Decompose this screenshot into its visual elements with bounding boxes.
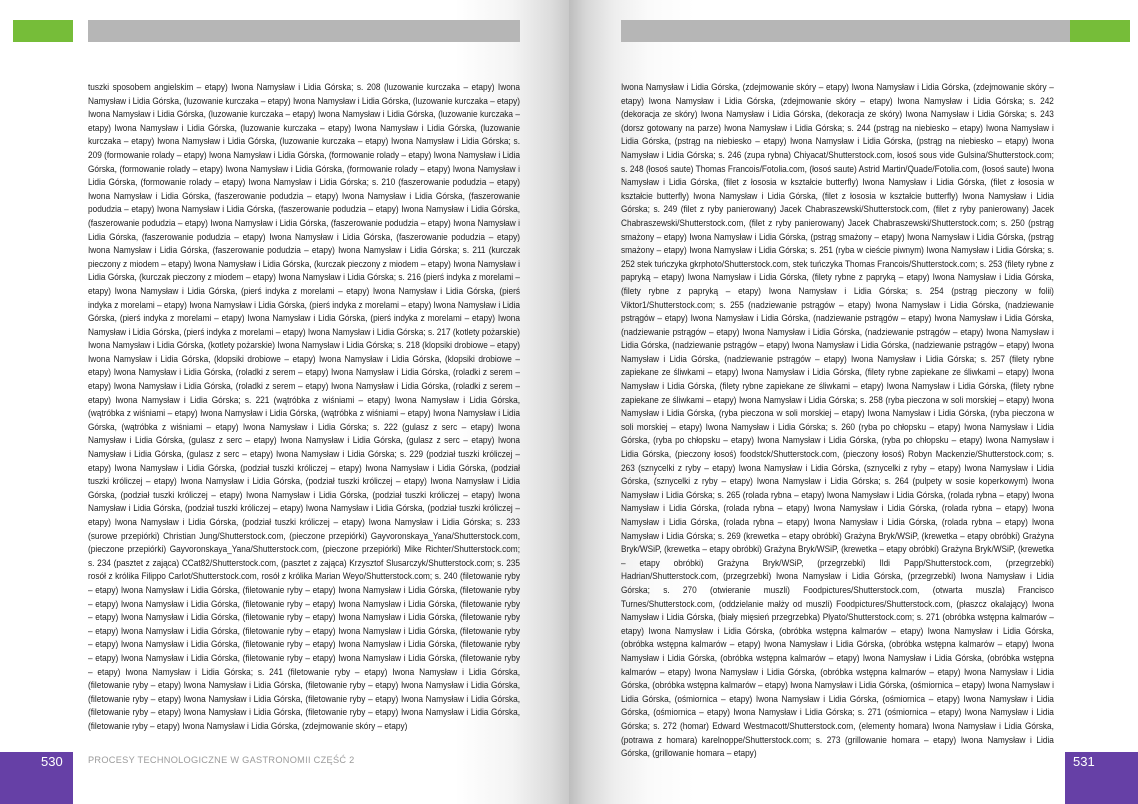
page-number: 531 — [1073, 754, 1095, 769]
running-head: PROCESY TECHNOLOGICZNE W GASTRONOMII CZĘŚĆ 2 — [88, 755, 355, 765]
credits-text-left: tuszki sposobem angielskim – etapy) Iwona Namysław i Lidia Górska; s. 208 (luzowanie kurczaka – etapy) Iwona Namysław i Lidia Górska, (luzowanie kurczaka – etapy) Iwona Namysław i Lidia Górska, (luzowanie kurczaka – etapy) Iwona Namysław i Lidia Górska, (luzowanie kurczaka – etapy) Iwona Namysław i Lidia Górska, (luzowanie kurczaka – etapy) Iwona Namysław i Lidia Górska, (luzowanie kurczaka – etapy) Iwona Namysław i Lidia Górska, (luzowanie kurczaka – etapy) Iwona Namysław i Lidia Górska, (luzowanie kurczaka – etapy) Iwona Namysław i Lidia Górska; s. 209 (formowanie rolady – etapy) Iwona Namysław i Lidia Górska, (formowanie rolady – etapy) Iwona Namysław i Lidia Górska, (formowanie rolady – etapy) Iwona Namysław i Lidia Górska, (formowanie rolady – etapy) Iwona Namysław i Lidia Górska, (formowanie rolady – etapy) Iwona Namysław i Lidia Górska; s. 210 (faszerowanie podudzia – etapy) Iwona Namysław i Lidia Górska, (faszerowanie podudzia – etapy) Iwona Namysław i Lidia Górska, (faszerowanie podudzia – etapy) Iwona Namysław i Lidia Górska, (faszerowanie podudzia – etapy) Iwona Namysław i Lidia Górska, (faszerowanie podudzia – etapy) Iwona Namysław i Lidia Górska, (faszerowanie podudzia – etapy) Iwona Namysław i Lidia Górska, (faszerowanie podudzia – etapy) Iwona Namysław i Lidia Górska, (faszerowanie podudzia – etapy) Iwona Namysław i Lidia Górska, (faszerowanie podudzia – etapy) Iwona Namysław i Lidia Górska; s. 211 (kurczak pieczony z miodem – etapy) Iwona Namysław i Lidia Górska, (kurczak pieczony z miodem – etapy) Iwona Namysław i Lidia Górska, (kurczak pieczony z miodem – etapy) Iwona Namysław i Lidia Górska; s. 216 (pierś indyka z morelami – etapy) Iwona Namysław i Lidia Górska, (pierś indyka z morelami – etapy) Iwona Namysław i Lidia Górska, (pierś indyka z morelami – etapy) Iwona Namysław i Lidia Górska, (pierś indyka z morelami – etapy) Iwona Namysław i Lidia Górska, (pierś indyka z morelami – etapy) Iwona Namysław i Lidia Górska, (pierś indyka z morelami – etapy) Iwona Namysław i Lidia Górska, (pierś indyka z morelami – etapy) Iwona Namysław i Lidia Górska; s. 217 (kotlety pożarskie) Iwona Namysław i Lidia Górska, (kotlety pożarskie) Iwona Namysław i Lidia Górska; s. 218 (klopsiki drobiowe – etapy) Iwona Namysław i Lidia Górska, (klopsiki drobiowe – etapy) Iwona Namysław i Lidia Górska, (klopsiki drobiowe – etapy) Iwona Namysław i Lidia Górska, (roladki z serem – etapy) Iwona Namysław i Lidia Górska, (roladki z serem – etapy) Iwona Namysław i Lidia Górska, (roladki z serem – etapy) Iwona Namysław i Lidia Górska, (roladki z serem – etapy) Iwona Namysław i Lidia Górska; s. 221 (wątróbka z wiśniami – etapy) Iwona Namysław i Lidia Górska, (wątróbka z wiśniami – etapy) Iwona Namysław i Lidia Górska, (wątróbka z wiśniami – etapy) Iwona Namysław i Lidia Górska, (wątróbka z wiśniami – etapy) Iwona Namysław i Lidia Górska; s. 222 (gulasz z serc – etapy) Iwona Namysław i Lidia Górska, (gulasz z serc – etapy) Iwona Namysław i Lidia Górska, (gulasz z serc – etapy) Iwona Namysław i Lidia Górska, (gulasz z serc – etapy) Iwona Namysław i Lidia Górska; s. 229 (podział tuszki króliczej – etapy) Iwona Namysław i Lidia Górska, (podział tuszki króliczej – etapy) Iwona Namysław i Lidia Górska, (podział tuszki króliczej – etapy) Iwona Namysław i Lidia Górska, (podział tuszki króliczej – etapy) Iwona Namysław i Lidia Górska, (podział tuszki króliczej – etapy) Iwona Namysław i Lidia Górska, (podział tuszki króliczej – etapy) Iwona Namysław i Lidia Górska, (podział tuszki króliczej – etapy) Iwona Namysław i Lidia Górska, (podział tuszki króliczej – etapy) Iwona Namysław i Lidia Górska, (podział tuszki króliczej – etapy) Iwona Namysław i Lidia Górska; s. 233 (surowe przepiórki) Christian Jung/Shutterstock.com, (pieczone przepiórki) Gayvoronskaya_Yana/Shutterstock.com, (pieczone przepiórki) Gayvoronskaya_Yana/Shutterstock.com, (pieczone przepiórki) Mike Richter/Shutterstock.com; s. 234 (pasztet z zająca) CCat82/Shutterstock.com, (pasztet z zająca) Krzysztof Slusarczyk/Shutterstock.com; s. 235 rosół z królika Filippo Carlot/Shutterstock.com, rosół z królika Marian Weyo/Shutterstock.com; s. 240 (filetowanie ryby – etapy) Iwona Namysław i Lidia Górska, (filetowanie ryby – etapy) Iwona Namysław i Lidia Górska, (filetowanie ryby – etapy) Iwona Namysław i Lidia Górska, (filetowanie ryby – etapy) Iwona Namysław i Lidia Górska, (filetowanie ryby – etapy) Iwona Namysław i Lidia Górska, (filetowanie ryby – etapy) Iwona Namysław i Lidia Górska, (filetowanie ryby – etapy) Iwona Namysław i Lidia Górska, (filetowanie ryby – etapy) Iwona Namysław i Lidia Górska, (filetowanie ryby – etapy) Iwona Namysław i Lidia Górska, (filetowanie ryby – etapy) Iwona Namysław i Lidia Górska, (filetowanie ryby – etapy) Iwona Namysław i Lidia Górska, (filetowanie ryby – etapy) Iwona Namysław i Lidia Górska, (filetowanie ryby – etapy) Iwona Namysław i Lidia Górska; s. 241 (filetowanie ryby – etapy) Iwona Namysław i Lidia Górska, (filetowanie ryby – etapy) Iwona Namysław i Lidia Górska, (filetowanie ryby – etapy) Iwona Namysław i Lidia Górska, (filetowanie ryby – etapy) Iwona Namysław i Lidia Górska, (filetowanie ryby – etapy) Iwona Namysław i Lidia Górska, (filetowanie ryby – etapy) Iwona Namysław i Lidia Górska, (filetowanie ryby – etapy) Iwona Namysław i Lidia Górska, (filetowanie ryby – etapy) Iwona Namysław i Lidia Górska, (zdejmowanie skóry – etapy) — [88, 82, 521, 731]
header-bar — [88, 20, 520, 42]
credits-text-right: Iwona Namysław i Lidia Górska, (zdejmowanie skóry – etapy) Iwona Namysław i Lidia Górska, (zdejmowanie skóry – etapy) Iwona Namysław i Lidia Górska, (zdejmowanie skóry – etapy) Iwona Namysław i Lidia Górska; s. 242 (dekoracja ze skóry) Iwona Namysław i Lidia Górska, (dekoracja ze skóry) Iwona Namysław i Lidia Górska; s. 243 (dorsz gotowany na parze) Iwona Namysław i Lidia Górska; s. 244 (pstrąg na niebiesko – etapy) Iwona Namysław i Lidia Górska, (pstrąg na niebiesko – etapy) Iwona Namysław i Lidia Górska, (pstrąg na niebiesko – etapy) Iwona Namysław i Lidia Górska; s. 246 (zupa rybna) Chiyacat/Shutterstock.com, łosoś sous vide Gulsina/Shutterstock.com; s. 248 (łosoś saute) Thomas Francois/Fotolia.com, (łosoś saute) Astrid Martin/Quade/Fotolia.com, (łosoś saute) Iwona Namysław i Lidia Górska, (filet z łososia w kształcie butterfly) Iwona Namysław i Lidia Górska, (filet z łososia w kształcie butterfly) Iwona Namysław i Lidia Górska, (filet z łososia w kształcie butterfly) Iwona Namysław i Lidia Górska; s. 249 (filet z ryby panierowany) Jacek Chabraszewski/Shutterstock.com, (filet z ryby panierowany) Jacek Chabraszewski/Shutterstock.com, (filet z ryby panierowany) Jacek Chabraszewski/Shutterstock.com; s. 250 (pstrąg smażony – etapy) Iwona Namysław i Lidia Górska, (pstrąg smażony – etapy) Iwona Namysław i Lidia Górska, (pstrąg smażony – etapy) Iwona Namysław i Lidia Górska; s. 251 (ryba w cieście piwnym) Iwona Namysław i Lidia Górska; s. 252 stek tuńczyka gkrphoto/Shutterstock.com, stek tuńczyka Thomas Francois/Shutterstock.com; s. 253 (filety rybne z papryką – etapy) Iwona Namysław i Lidia Górska, (filety rybne z papryką – etapy) Iwona Namysław i Lidia Górska, (filety rybne z papryką – etapy) Iwona Namysław i Lidia Górska; s. 254 (pstrąg pieczony w folii) Viktor1/Shutterstock.com; s. 255 (nadziewanie pstrągów – etapy) Iwona Namysław i Lidia Górska, (nadziewanie pstrągów – etapy) Iwona Namysław i Lidia Górska, (nadziewanie pstrągów – etapy) Iwona Namysław i Lidia Górska, (nadziewanie pstrągów – etapy) Iwona Namysław i Lidia Górska, (nadziewanie pstrągów – etapy) Iwona Namysław i Lidia Górska, (nadziewanie pstrągów – etapy) Iwona Namysław i Lidia Górska, (nadziewanie pstrągów – etapy) Iwona Namysław i Lidia Górska, (nadziewanie pstrągów – etapy) Iwona Namysław i Lidia Górska; s. 257 (filety rybne zapiekane ze śliwkami – etapy) Iwona Namysław i Lidia Górska, (filety rybne zapiekane ze śliwkami – etapy) Iwona Namysław i Lidia Górska, (filety rybne zapiekane ze śliwkami – etapy) Iwona Namysław i Lidia Górska, (filety rybne zapiekane ze śliwkami – etapy) Iwona Namysław i Lidia Górska; s. 258 (ryba pieczona w soli morskiej – etapy) Iwona Namysław i Lidia Górska, (ryba pieczona w soli morskiej – etapy) Iwona Namysław i Lidia Górska, (ryba pieczona w soli morskiej – etapy) Iwona Namysław i Lidia Górska; s. 260 (ryba po chłopsku – etapy) Iwona Namysław i Lidia Górska, (ryba po chłopsku – etapy) Iwona Namysław i Lidia Górska, (ryba po chłopsku – etapy) Iwona Namysław i Lidia Górska, (pieczony łosoś) foodstck/Shutterstock.com, (pieczony łosoś) Robyn Mackenzie/Shutterstock.com; s. 263 (szny̨celki z ryby – etapy) Iwona Namysław i Lidia Górska, (sznycelki z ryby – etapy) Iwona Namysław i Lidia Górska, (sznycelki z ryby – etapy) Iwona Namysław i Lidia Górska; s. 264 (pulpety w sosie koperkowym) Iwona Namysław i Lidia Górska; s. 265 (rolada rybna – etapy) Iwona Namysław i Lidia Górska, (rolada rybna – etapy) Iwona Namysław i Lidia Górska, (rolada rybna – etapy) Iwona Namysław i Lidia Górska, (rolada rybna – etapy) Iwona Namysław i Lidia Górska, (rolada rybna – etapy) Iwona Namysław i Lidia Górska, (rolada rybna – etapy) Iwona Namysław i Lidia Górska; s. 269 (krewetka – etapy obróbki) Grażyna Bryk/WSiP, (krewetka – etapy obróbki) Grażyna Bryk/WSiP, (krewetka – etapy obróbki) Grażyna Bryk/WSiP, (krewetka – etapy obróbki) Grażyna Bryk/WSiP, (krewetka – etapy obróbki) Grażyna Bryk/WSiP, (przegrzebki) Ildi Papp/Shutterstock.com, (przegrzebki) Hadrian/Shutterstock.com, (przegrzebki) Iwona Namysław i Lidia Górska, (przegrzebki) Iwona Namysław i Lidia Górska; s. 270 (otwieranie muszli) Foodpictures/Shutterstock.com, (otwarta muszla) Francisco Turnes/Shutterstock.com, (oddzielanie małży od muszli) Foodpictures/Shutterstock.com, (płaszcz okalający) Iwona Namysław i Lidia Górska, (biały mięsień przegrzebka) Plyato/Shutterstock.com; s. 271 (obróbka wstępna kalmarów – etapy) Iwona Namysław i Lidia Górska, (obróbka wstępna kalmarów – etapy) Iwona Namysław i Lidia Górska, (obróbka wstępna kalmarów – etapy) Iwona Namysław i Lidia Górska, (obróbka wstępna kalmarów – etapy) Iwona Namysław i Lidia Górska, (obróbka wstępna kalmarów – etapy) Iwona Namysław i Lidia Górska, (obróbka wstępna kalmarów – etapy) Iwona Namysław i Lidia Górska, (obróbka wstępna kalmarów – etapy) Iwona Namysław i Lidia Górska, (obróbka wstępna kalmarów – etapy) Iwona Namysław i Lidia Górska, (ośmiornica – etapy) Iwona Namysław i Lidia Górska, (ośmiornica – etapy) Iwona Namysław i Lidia Górska, (ośmiornica – etapy) Iwona Namysław i Lidia Górska, (ośmiornica – etapy) Iwona Namysław i Lidia Górska; s. 271 (ośmiornica – etapy) Iwona Namysław i Lidia Górska; s. 272 (homar) Edward Westmacott/Shutterstock.com, (elementy homara) Iwona Namysław i Lidia Górska, (potrawa z homara) karelnoppe/Shutterstock.com; s. 273 (grillowanie homara – etapy) Iwona Namysław i Lidia Górska, (grillowanie homara – etapy) — [621, 82, 1054, 759]
header-bar — [621, 20, 1105, 42]
page-number-tab — [1065, 752, 1138, 804]
header-accent-bar — [1070, 20, 1130, 42]
page-number-tab — [0, 752, 73, 804]
header-accent-bar — [13, 20, 73, 42]
page-number: 530 — [41, 754, 63, 769]
right-page — [569, 0, 1138, 804]
